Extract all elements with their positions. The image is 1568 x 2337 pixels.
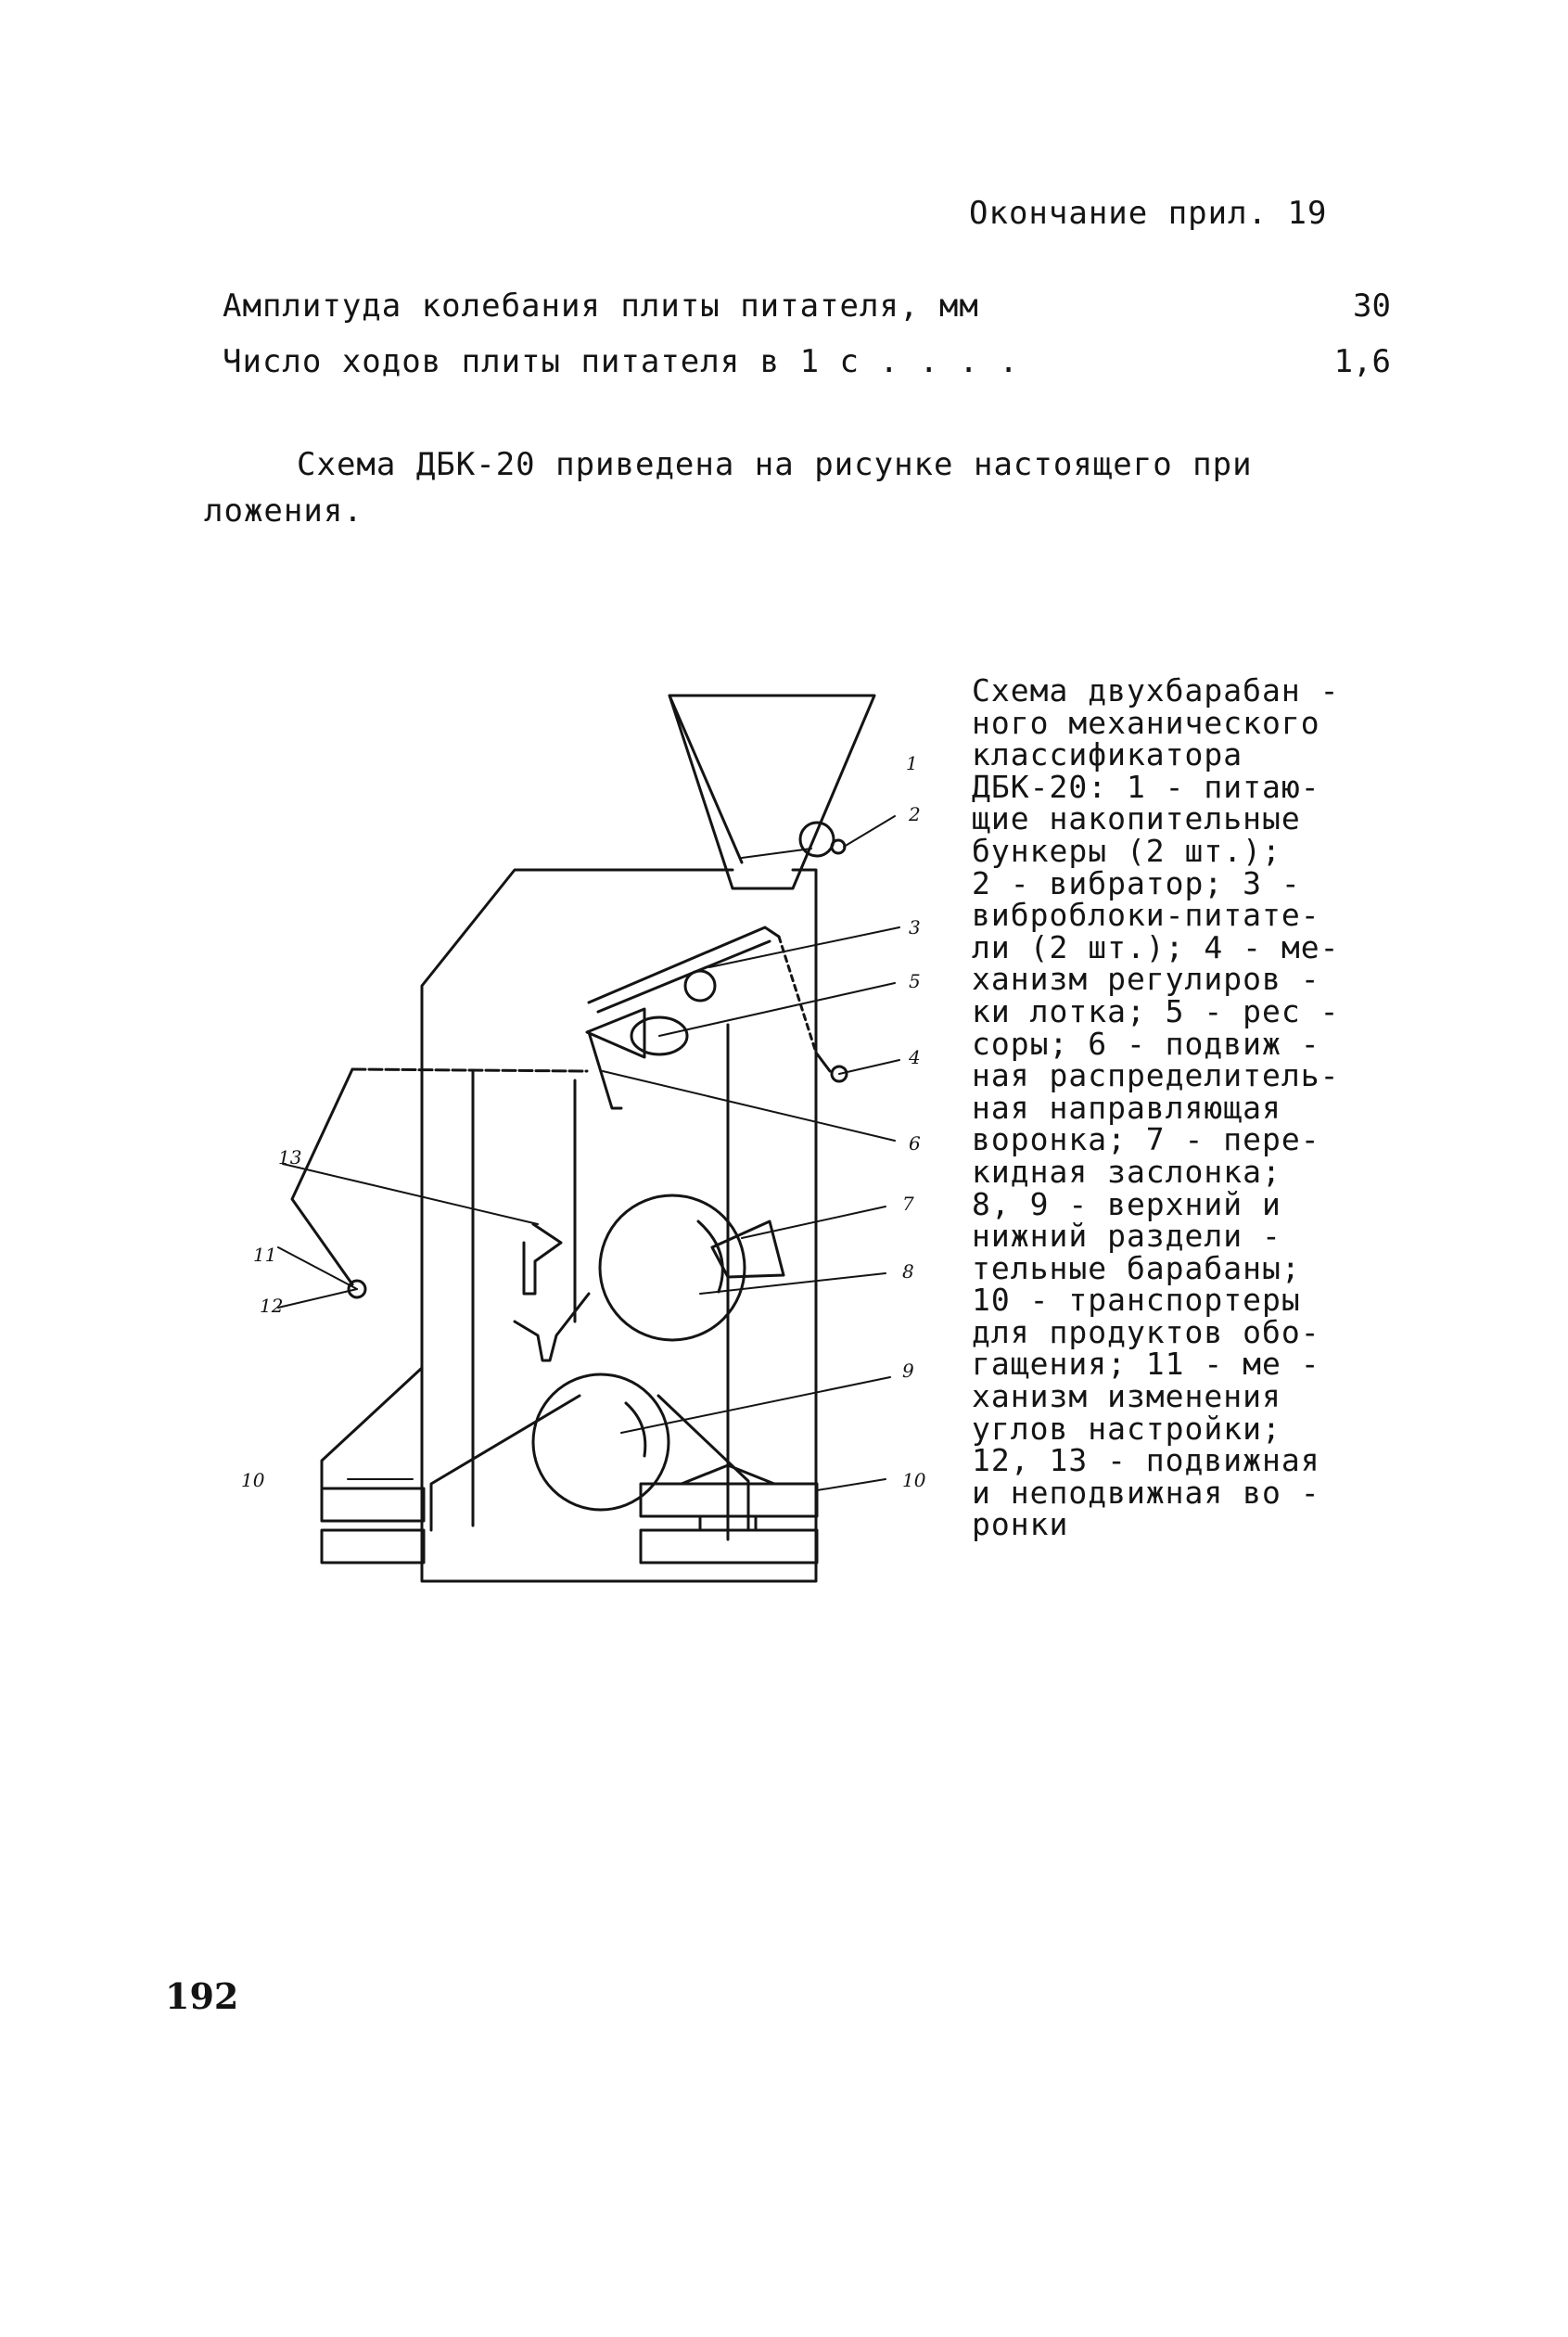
- conveyor-left: [322, 1488, 424, 1521]
- caption-line: гащения; 11 - ме -: [972, 1346, 1320, 1383]
- fixed-funnel: [524, 1224, 561, 1294]
- caption-line: ли (2 шт.); 4 - ме-: [972, 928, 1340, 965]
- callout-10-right: 10: [902, 1469, 926, 1491]
- caption-line: Схема двухбарабан -: [972, 672, 1340, 709]
- vibrator: [800, 823, 834, 856]
- callout-12: 12: [260, 1295, 284, 1317]
- caption-line: виброблоки-питате-: [972, 897, 1320, 934]
- caption-line: ДБК-20: 1 - питаю-: [972, 768, 1320, 805]
- caption-line: 2 - вибратор; 3 -: [972, 864, 1301, 901]
- housing-outline: [422, 870, 816, 1581]
- callout-4: 4: [909, 1046, 921, 1068]
- caption-line: ханизм изменения: [972, 1378, 1281, 1415]
- spec-value-strokes: 1,6: [1333, 343, 1391, 380]
- caption-line: ханизм регулиров -: [972, 961, 1320, 998]
- callout-2: 2: [909, 803, 921, 825]
- caption-line: нижний раздели -: [972, 1218, 1281, 1255]
- callout-13: 13: [278, 1146, 302, 1168]
- caption-line: 8, 9 - верхний и: [972, 1185, 1281, 1222]
- caption-line: ронки: [972, 1506, 1069, 1543]
- caption-line: для продуктов обо-: [972, 1313, 1320, 1350]
- callout-3: 3: [909, 916, 921, 939]
- callout-6: 6: [909, 1132, 921, 1155]
- feed-hopper: [669, 696, 874, 888]
- spec-label-strokes: Число ходов плиты питателя в 1 с . . . .: [223, 343, 1019, 380]
- caption-line: ная распределитель-: [972, 1057, 1340, 1094]
- caption-line: ная направляющая: [972, 1089, 1281, 1126]
- caption-line: тельные барабаны;: [972, 1249, 1301, 1286]
- classifier-schematic: [236, 691, 960, 1609]
- hanger-rail: [352, 1069, 587, 1071]
- reference-paragraph: [204, 441, 1447, 534]
- caption-line: воронка; 7 - пере-: [972, 1121, 1320, 1158]
- caption-line: и неподвижная во -: [972, 1474, 1320, 1511]
- caption-line: щие накопительные: [972, 800, 1301, 837]
- spec-label-amplitude: Амплитуда колебания плиты питателя, мм: [223, 287, 979, 325]
- vibro-feeder: [589, 927, 779, 1002]
- spec-value-amplitude: 30: [1353, 287, 1391, 325]
- paragraph-line-1: Схема ДБК-20 приведена на рисунке настоящего при: [297, 446, 1253, 483]
- caption-line: 12, 13 - подвижная: [972, 1442, 1320, 1479]
- figure-caption: [972, 672, 1435, 1543]
- caption-line: бункеры (2 шт.);: [972, 832, 1281, 869]
- paragraph-line-2: ложения.: [204, 492, 363, 530]
- callout-7: 7: [902, 1193, 914, 1215]
- callout-11: 11: [253, 1244, 277, 1266]
- callout-5: 5: [909, 970, 921, 992]
- setting-mechanism: [292, 1069, 352, 1284]
- caption-line: ки лотка; 5 - рес -: [972, 992, 1340, 1029]
- flap: [712, 1221, 784, 1277]
- callout-1: 1: [906, 752, 918, 774]
- callout-8: 8: [902, 1260, 914, 1283]
- caption-line: углов настройки;: [972, 1410, 1281, 1447]
- caption-line: 10 - транспортеры: [972, 1282, 1301, 1319]
- caption-line: ного механического: [972, 704, 1320, 741]
- page-number: 192: [165, 1975, 239, 2017]
- callout-9: 9: [902, 1360, 914, 1382]
- movable-funnel: [515, 1294, 589, 1360]
- caption-line: классификатора: [972, 736, 1243, 773]
- caption-line: кидная заслонка;: [972, 1153, 1281, 1190]
- lower-drum: [533, 1374, 669, 1510]
- continuation-header: Окончание прил. 19: [969, 195, 1328, 232]
- callout-10-left: 10: [241, 1469, 265, 1491]
- caption-line: соры; 6 - подвиж -: [972, 1025, 1320, 1062]
